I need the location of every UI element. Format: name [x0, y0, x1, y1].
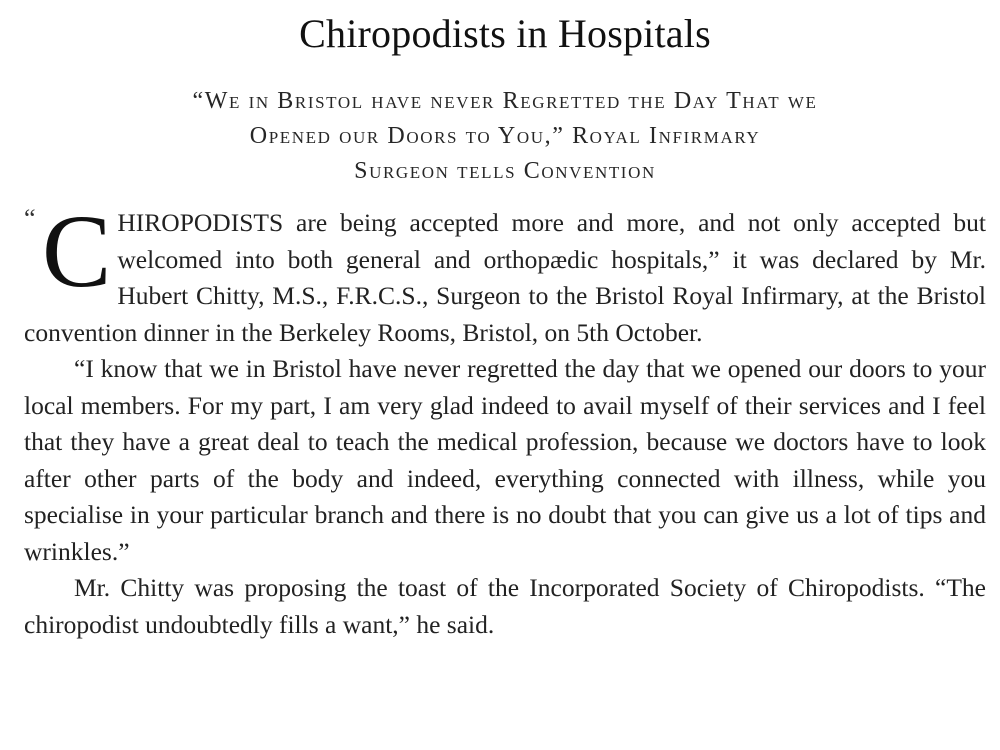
drop-cap-letter: C [42, 194, 112, 309]
paragraph-3: Mr. Chitty was proposing the toast of the Incorporated Society of Chiropodists. “The chiropodist undoubtedly fills a want,” he said. [24, 573, 986, 639]
article-page [24, 0, 986, 643]
subheadline-line-3: Surgeon tells Convention [354, 158, 656, 184]
subheadline-line-1: “We in Bristol have never Regretted the Day That we [192, 88, 818, 114]
article-subheadline [24, 84, 986, 189]
subheadline-line-2: Opened our Doors to You,” Royal Infirmary [249, 123, 761, 149]
article-title: Chiropodists in Hospitals [299, 11, 711, 56]
paragraph-1: HIROPODISTS are being accepted more and more, and not only accepted but welcomed into both general and orthopædic hospitals,” it was declared by Mr. Hubert Chitty, M.S., F.R.C.S., Surgeon to the Bristol Royal Infirmary, at the Bristol convention dinner in the Berkeley Rooms, Bristol, on 5th October. [24, 208, 986, 347]
paragraph-2: “I know that we in Bristol have never regretted the day that we opened our doors to your local members. For my part, I am very glad indeed to avail myself of their services and I feel that they have a great deal to teach the medical profession, because we doctors have to look after other parts of the body and indeed, everything connected with illness, while you specialise in your particular branch and there is no doubt that you can give us a lot of tips and wrinkles.” [24, 354, 986, 566]
article-body [24, 194, 986, 643]
opening-quote-mark: “ [24, 204, 36, 233]
opening-paragraph-block [24, 194, 986, 351]
